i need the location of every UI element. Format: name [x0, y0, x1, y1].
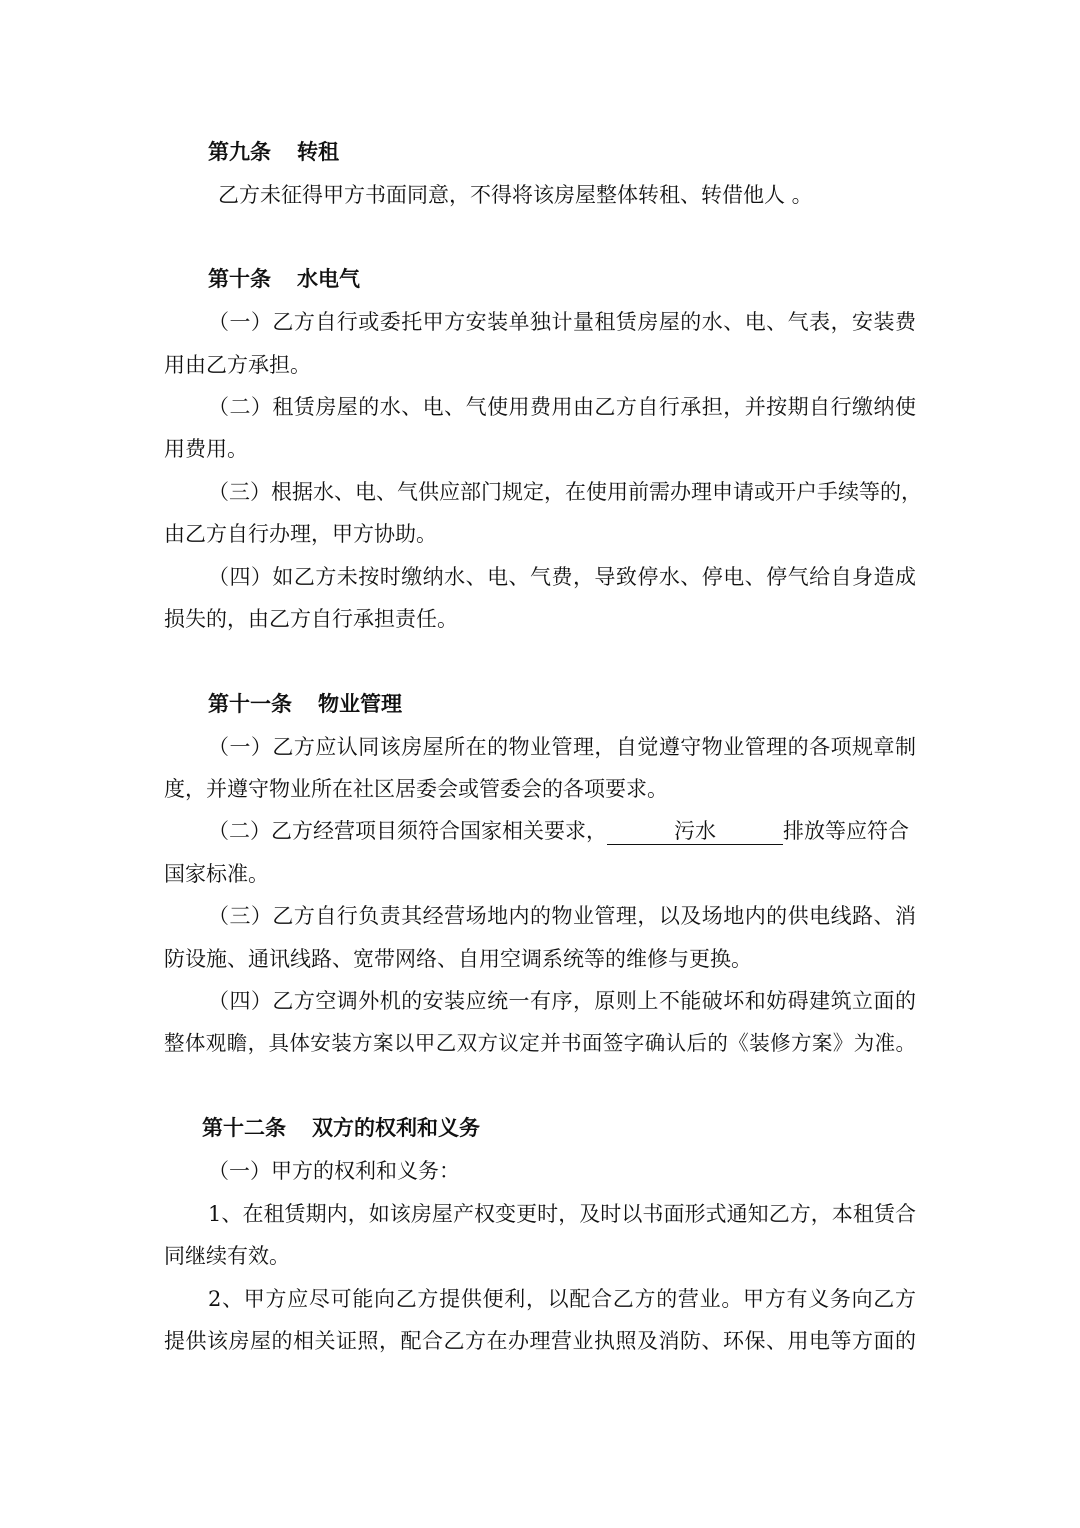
article-number: 第十二条: [202, 1115, 286, 1140]
paragraph-text: （二）乙方经营项目须符合国家相关要求，: [208, 819, 607, 843]
subsection-heading: （一）甲方的权利和义务：: [208, 1159, 460, 1183]
article-title: 物业管理: [318, 691, 402, 716]
paragraph-line: 提供该房屋的相关证照，配合乙方在办理营业执照及消防、环保、用电等方面的: [164, 1329, 916, 1353]
paragraph-line: 由乙方自行办理，甲方协助。: [164, 522, 437, 546]
article-title: 转租: [297, 139, 339, 164]
paragraph-line: （二）租赁房屋的水、电、气使用费用由乙方自行承担，并按期自行缴纳使: [208, 395, 916, 419]
paragraph-line: （三）根据水、电、气供应部门规定，在使用前需办理申请或开户手续等的，: [208, 480, 922, 504]
paragraph-line: （一）乙方自行或委托甲方安装单独计量租赁房屋的水、电、气表，安装费: [208, 310, 916, 334]
paragraph-line-with-blank: [208, 816, 916, 846]
paragraph-line: （三）乙方自行负责其经营场地内的物业管理，以及场地内的供电线路、消: [208, 904, 916, 928]
article-10-heading: [208, 264, 360, 294]
filled-blank: 污水: [607, 818, 783, 845]
paragraph-line: 损失的，由乙方自行承担责任。: [164, 607, 458, 631]
paragraph-line: （四）乙方空调外机的安装应统一有序，原则上不能破坏和妨碍建筑立面的: [208, 989, 916, 1013]
article-11-heading: [208, 689, 402, 719]
paragraph-line: （一）乙方应认同该房屋所在的物业管理，自觉遵守物业管理的各项规章制: [208, 735, 916, 759]
article-12-heading: [202, 1113, 480, 1143]
paragraph-line: 1、在租赁期内，如该房屋产权变更时，及时以书面形式通知乙方，本租赁合: [208, 1202, 916, 1226]
paragraph-line: 度，并遵守物业所在社区居委会或管委会的各项要求。: [164, 777, 668, 801]
article-9-heading: [208, 137, 339, 167]
paragraph-line: （四）如乙方未按时缴纳水、电、气费，导致停水、停电、停气给自身造成: [208, 565, 916, 589]
article-title: 双方的权利和义务: [312, 1115, 480, 1140]
article-number: 第九条: [208, 139, 271, 164]
article-title: 水电气: [297, 266, 360, 291]
paragraph-line: 国家标准。: [164, 862, 269, 886]
paragraph-line: 2、甲方应尽可能向乙方提供便利，以配合乙方的营业。甲方有义务向乙方: [208, 1287, 916, 1311]
article-number: 第十一条: [208, 691, 292, 716]
paragraph-line: 防设施、通讯线路、宽带网络、自用空调系统等的维修与更换。: [164, 947, 752, 971]
paragraph-line: 用费用。: [164, 437, 248, 461]
paragraph-line: 整体观瞻，具体安装方案以甲乙双方议定并书面签字确认后的《装修方案》为准。: [164, 1031, 916, 1055]
paragraph-line: 用由乙方承担。: [164, 353, 311, 377]
article-number: 第十条: [208, 266, 271, 291]
paragraph-line: 乙方未征得甲方书面同意，不得将该房屋整体转租、转借他人 。: [218, 183, 813, 207]
paragraph-line: 同继续有效。: [164, 1244, 290, 1268]
paragraph-text: 排放等应符合: [783, 819, 909, 843]
